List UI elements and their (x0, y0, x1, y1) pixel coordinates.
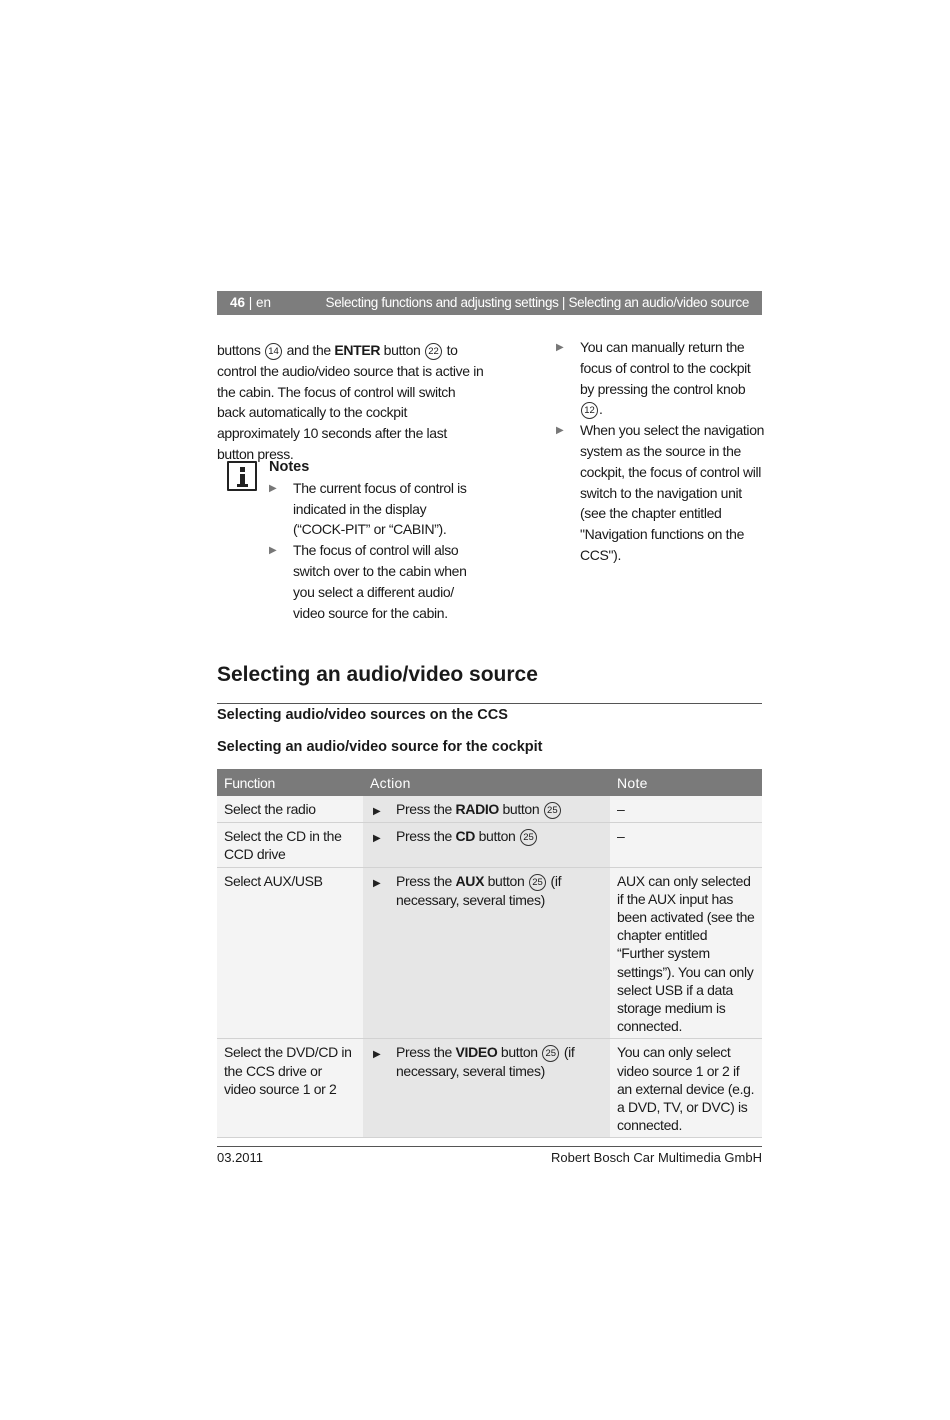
column-header-note: Note (610, 769, 762, 796)
page-number: 46 | en (230, 295, 272, 310)
subsection-title: Selecting audio/video sources on the CCS (217, 707, 508, 723)
note-cell: You can only select video source 1 or 2 if an external device (e.g. a DVD, TV, or DVC) is connected. (610, 1039, 762, 1138)
header-title: Selecting functions and adjusting settings | Selecting an audio/video source (325, 295, 749, 310)
button-number-badge: 22 (425, 343, 442, 360)
footer-company: Robert Bosch Car Multimedia GmbH (551, 1150, 762, 1165)
button-number-badge: 14 (265, 343, 282, 360)
button-number-badge: 25 (542, 1045, 559, 1062)
note-cell: – (610, 823, 762, 867)
notes-title: Notes (269, 459, 310, 475)
source-selection-table (217, 769, 762, 1138)
notes-item: ▶ The current focus of control is indicated in the display (“COCK-PIT” or “CABIN”). (269, 479, 467, 538)
button-number-badge: 25 (529, 874, 546, 891)
bullet-arrow-icon: ▶ (269, 482, 277, 494)
column-header-function: Function (217, 769, 363, 796)
section-divider (217, 703, 762, 704)
function-cell: Select the radio (217, 796, 363, 823)
action-cell: ▶ Press the AUX button 25 (if necessary, several times) (363, 867, 610, 1039)
function-cell: Select AUX/USB (217, 867, 363, 1039)
button-number-badge: 25 (544, 802, 561, 819)
bullet-arrow-icon: ▶ (556, 425, 564, 437)
note-cell: – (610, 796, 762, 823)
play-arrow-icon: ▶ (373, 806, 381, 818)
button-number-badge: 25 (520, 829, 537, 846)
button-number-badge: 12 (581, 402, 598, 419)
page-header (217, 291, 762, 315)
play-arrow-icon: ▶ (373, 1049, 381, 1061)
table-header-row (217, 769, 762, 796)
action-cell: ▶ Press the RADIO button 25 (363, 796, 610, 823)
info-icon (227, 461, 257, 491)
footer-divider (217, 1146, 762, 1147)
footer-date: 03.2011 (217, 1150, 264, 1165)
notes-item: ▶ The focus of control will also switch over to the cabin when you select a different audio/ video source for the cabin. (269, 542, 467, 621)
function-cell: Select the CD in the CCD drive (217, 823, 363, 867)
note-cell: AUX can only selected if the AUX input has been activated (see the chapter entitled “Further system settings”). You can only select USB if a data storage medium is connected. (610, 867, 762, 1039)
column-header-action: Action (363, 769, 610, 796)
table-row (217, 867, 762, 1039)
action-cell: ▶ Press the VIDEO button 25 (if necessary, several times) (363, 1039, 610, 1138)
instruction-item: ▶ When you select the navigation system as the source in the cockpit, the focus of control will switch to the navigation unit (see the chapter entitled "Navigation functions on the CCS"). (556, 422, 765, 563)
table-row (217, 823, 762, 867)
table-row (217, 1039, 762, 1138)
table-row (217, 796, 762, 823)
bullet-arrow-icon: ▶ (269, 545, 277, 557)
table-heading: Selecting an audio/video source for the cockpit (217, 739, 543, 755)
action-cell: ▶ Press the CD button 25 (363, 823, 610, 867)
function-cell: Select the DVD/CD in the CCS drive or video source 1 or 2 (217, 1039, 363, 1138)
play-arrow-icon: ▶ (373, 833, 381, 845)
right-column (556, 337, 766, 566)
intro-paragraph: buttons 14 and the ENTER button 22 to control the audio/video source that is active in the cabin. The focus of control will switch back automatically to the cockpit approximately 10 seconds after the last button press. (217, 342, 484, 462)
bullet-arrow-icon: ▶ (556, 342, 564, 353)
instruction-item: ▶ You can manually return the focus of control to the cockpit by pressing the control knob 12 . (556, 339, 751, 418)
play-arrow-icon: ▶ (373, 877, 381, 889)
section-title: Selecting an audio/video source (217, 663, 538, 686)
